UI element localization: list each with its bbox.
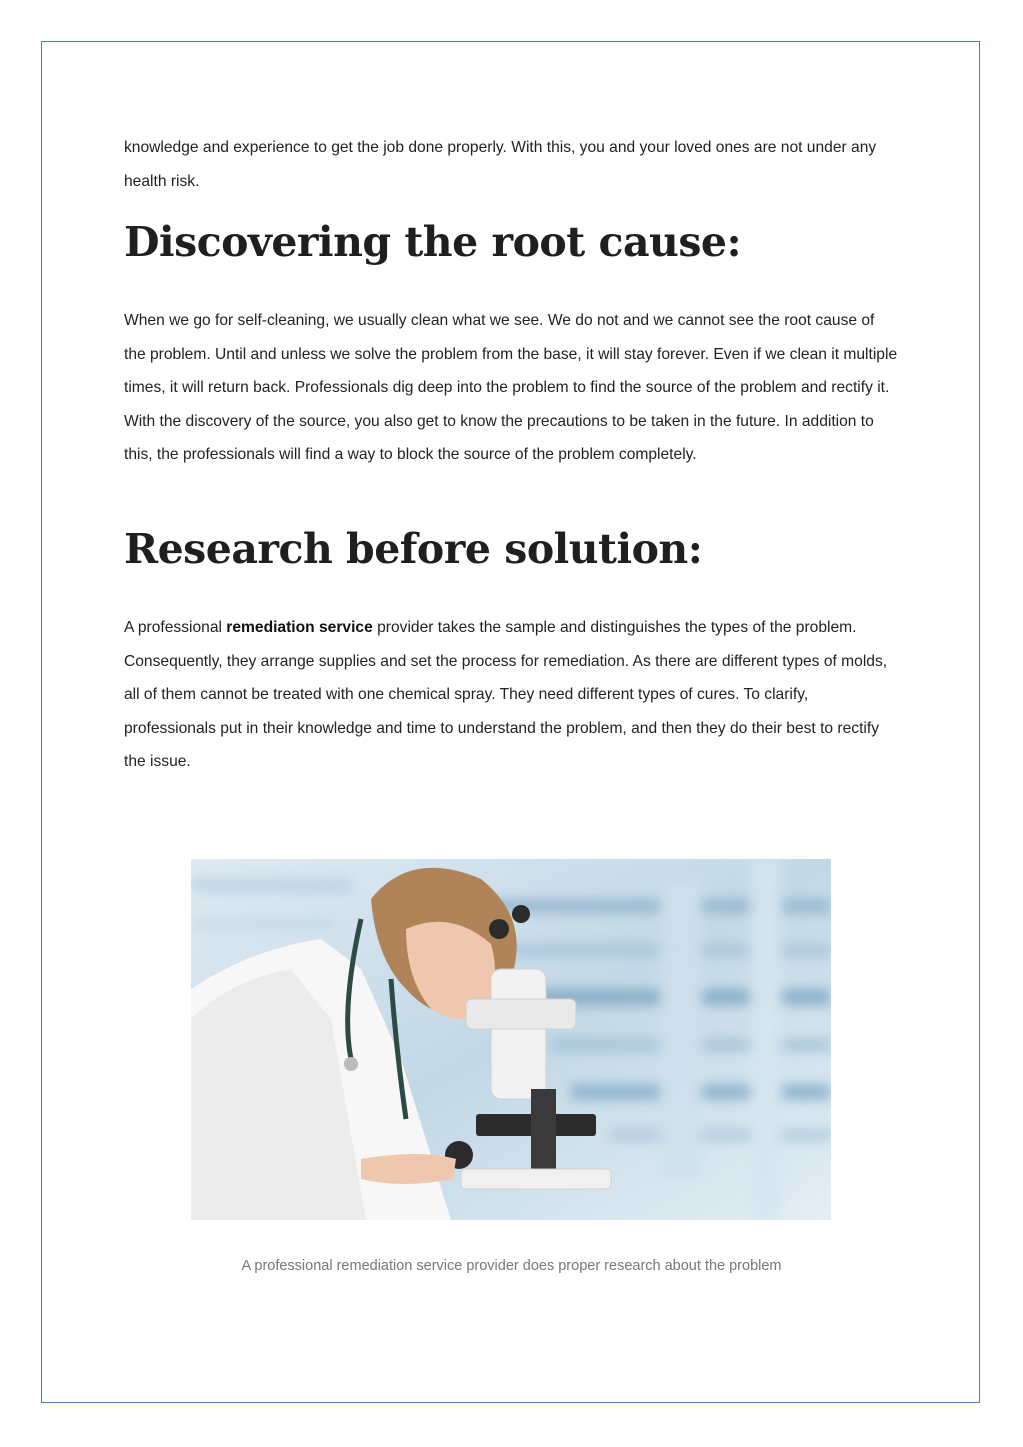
root-cause-paragraph: When we go for self-cleaning, we usually clean what we see. We do not and we cannot see the root cause of the problem. Until and unless we solve the problem from the base, it will stay forever. Even if we clean it multiple times, it will return back. Professionals dig deep into the problem to find the source of the problem and rectify it. With the discovery of the source, you also get to know the precautions to be taken in the future. In addition to this, the professionals will find a way to block the source of the problem completely. xyxy=(124,312,898,463)
research-rest-text: provider takes the sample and distinguishes the types of the problem. Consequently, they arrange supplies and set the process for remediation. As there are different types of molds, all of them cannot be treated with one chemical spray. They need different types of cures. To clarify, professionals put in their knowledge and time to understand the problem, and then they do their best to rectify the issue. xyxy=(124,619,888,770)
heading-root-cause: Discovering the root cause: xyxy=(124,218,742,266)
heading-research: Research before solution: xyxy=(124,525,703,573)
intro-paragraph: knowledge and experience to get the job done properly. With this, you and your loved ones are not under any health risk. xyxy=(124,139,877,190)
research-lead-text: A professional xyxy=(124,619,227,636)
scientist-microscope-photo xyxy=(191,859,831,1220)
research-paragraph xyxy=(124,611,899,779)
figure-caption: A professional remediation service provider does proper research about the problem xyxy=(241,1258,782,1274)
remediation-service-keyword: remediation service xyxy=(226,619,373,636)
